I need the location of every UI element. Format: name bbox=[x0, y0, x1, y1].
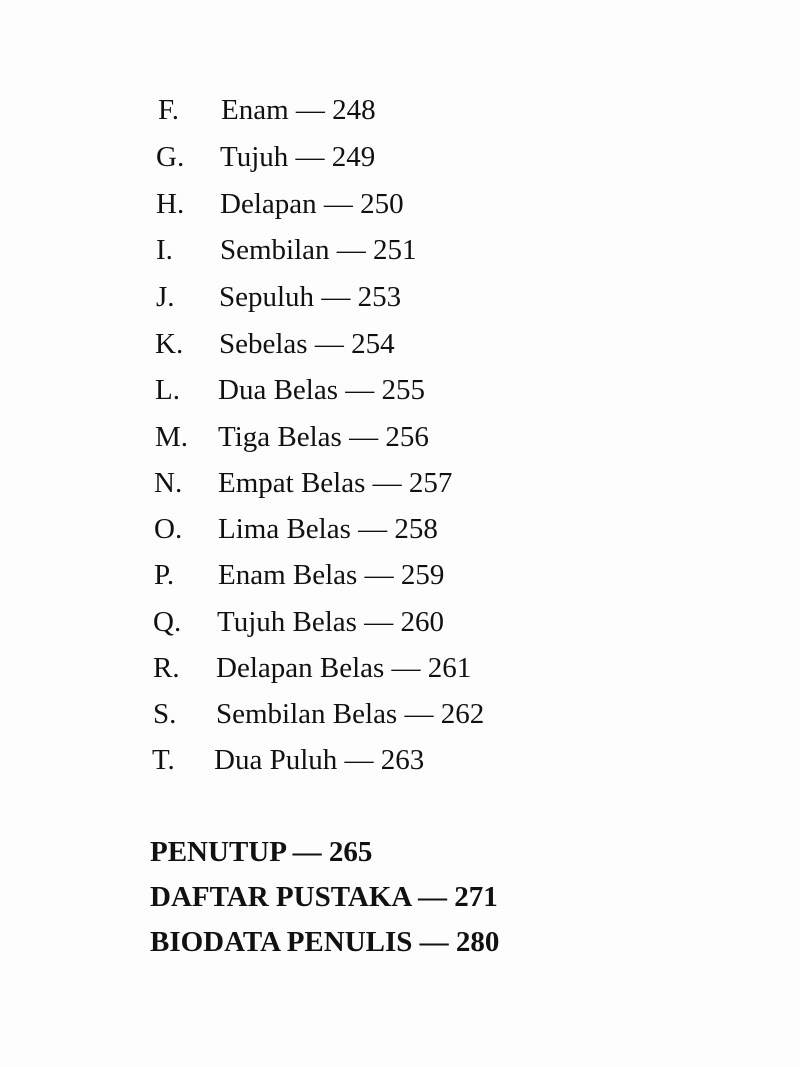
toc-entry-k bbox=[155, 326, 475, 362]
toc-entry-text bbox=[220, 232, 417, 268]
toc-entry-text bbox=[216, 696, 484, 732]
toc-entry-text bbox=[218, 419, 429, 455]
toc-separator: — bbox=[357, 559, 401, 591]
back-matter-title: BIODATA PENULIS bbox=[150, 926, 413, 958]
toc-entry-letter: N. bbox=[154, 467, 183, 499]
toc-separator: — bbox=[350, 513, 395, 545]
toc-page-number: 254 bbox=[351, 328, 395, 360]
toc-separator: — bbox=[365, 467, 409, 499]
toc-entry-letter: R. bbox=[153, 652, 180, 684]
toc-entry-q bbox=[153, 604, 493, 640]
toc-entry-letter: K. bbox=[155, 328, 184, 360]
toc-page-number: 280 bbox=[455, 926, 500, 958]
toc-entry-title: Tiga Belas bbox=[218, 421, 342, 453]
toc-entry-title: Dua Belas bbox=[218, 374, 338, 406]
toc-entry-title: Enam Belas bbox=[218, 559, 358, 591]
toc-entry-title: Sembilan bbox=[220, 234, 330, 266]
toc-entry-t bbox=[152, 742, 492, 778]
toc-entry-letter: G. bbox=[156, 141, 185, 173]
toc-entry-text bbox=[217, 604, 444, 640]
toc-entry-title: Tujuh Belas bbox=[217, 606, 357, 638]
toc-entry-o bbox=[154, 511, 494, 547]
toc-separator: — bbox=[314, 281, 358, 313]
toc-entry-letter: S. bbox=[153, 698, 177, 730]
toc-entry-letter: T. bbox=[152, 744, 175, 776]
toc-entry-title: Empat Belas bbox=[218, 467, 366, 499]
toc-entry-title: Sebelas bbox=[219, 328, 308, 360]
toc-separator: — bbox=[338, 374, 382, 406]
toc-entry-title: Tujuh bbox=[220, 141, 289, 173]
toc-entry-p bbox=[154, 557, 494, 593]
toc-entry-letter: Q. bbox=[153, 606, 182, 638]
toc-separator: — bbox=[410, 881, 455, 913]
toc-entry-l bbox=[155, 372, 495, 408]
toc-entry-h bbox=[156, 186, 476, 222]
toc-page-number: 265 bbox=[328, 836, 373, 868]
toc-page-number: 259 bbox=[400, 559, 445, 591]
toc-entry-j bbox=[156, 279, 476, 315]
toc-entry-title: Delapan Belas bbox=[216, 652, 385, 684]
toc-page-number: 262 bbox=[440, 698, 485, 730]
toc-page-number: 253 bbox=[357, 281, 402, 313]
toc-entry-title: Sembilan Belas bbox=[216, 698, 398, 730]
toc-entry-g bbox=[156, 139, 456, 175]
back-matter-title: DAFTAR PUSTAKA bbox=[150, 881, 411, 913]
toc-entry-letter: F. bbox=[158, 94, 180, 126]
toc-entry-text bbox=[221, 92, 376, 128]
toc-page-number: 257 bbox=[408, 467, 453, 499]
toc-separator: — bbox=[307, 328, 352, 360]
toc-page-number: 261 bbox=[427, 652, 472, 684]
toc-entry-title: Delapan bbox=[220, 188, 317, 220]
toc-page-number: 250 bbox=[360, 188, 404, 220]
toc-entry-text bbox=[219, 279, 401, 315]
toc-entry-n bbox=[154, 465, 514, 501]
toc-entry-text bbox=[218, 557, 444, 593]
toc-entry-letter: I. bbox=[156, 234, 173, 266]
toc-page-number: 263 bbox=[380, 744, 425, 776]
back-matter-daftar-pustaka bbox=[150, 879, 498, 915]
toc-separator: — bbox=[288, 94, 333, 126]
toc-entry-s bbox=[153, 696, 533, 732]
toc-separator: — bbox=[285, 836, 329, 868]
toc-page-number: 249 bbox=[331, 141, 376, 173]
toc-entry-text bbox=[220, 186, 404, 222]
toc-entry-text bbox=[218, 465, 452, 501]
toc-entry-letter: M. bbox=[155, 421, 189, 453]
back-matter-title: PENUTUP bbox=[150, 836, 286, 868]
toc-separator: — bbox=[329, 234, 374, 266]
toc-entry-letter: O. bbox=[154, 513, 183, 545]
toc-entry-text bbox=[218, 511, 438, 547]
toc-entry-text bbox=[219, 326, 395, 362]
toc-entry-text bbox=[214, 742, 424, 778]
toc-separator: — bbox=[356, 606, 401, 638]
back-matter-biodata-penulis bbox=[150, 924, 499, 960]
toc-page-number: 248 bbox=[332, 94, 376, 126]
toc-separator: — bbox=[397, 698, 441, 730]
toc-entry-text bbox=[220, 139, 375, 175]
toc-entry-m bbox=[155, 419, 495, 455]
toc-entry-letter: J. bbox=[156, 281, 175, 313]
toc-entry-title: Lima Belas bbox=[218, 513, 351, 545]
toc-entry-title: Sepuluh bbox=[219, 281, 315, 313]
toc-separator: — bbox=[316, 188, 361, 220]
toc-entry-title: Enam bbox=[221, 94, 289, 126]
toc-page-number: 258 bbox=[394, 513, 438, 545]
toc-page-number: 271 bbox=[454, 881, 498, 913]
toc-entry-letter: P. bbox=[154, 559, 175, 591]
toc-entry-text bbox=[216, 650, 471, 686]
toc-separator: — bbox=[412, 926, 456, 958]
back-matter-penutup bbox=[150, 834, 372, 870]
toc-page-number: 251 bbox=[373, 234, 417, 266]
toc-separator: — bbox=[337, 744, 381, 776]
toc-entry-i bbox=[156, 232, 496, 268]
toc-page-number: 256 bbox=[385, 421, 429, 453]
toc-entry-r bbox=[153, 650, 513, 686]
toc-entry-f bbox=[158, 92, 458, 128]
toc-entry-letter: H. bbox=[156, 188, 185, 220]
toc-page-number: 255 bbox=[381, 374, 425, 406]
toc-separator: — bbox=[384, 652, 428, 684]
toc-entry-title: Dua Puluh bbox=[214, 744, 338, 776]
toc-separator: — bbox=[341, 421, 386, 453]
toc-separator: — bbox=[288, 141, 332, 173]
toc-entry-letter: L. bbox=[155, 374, 180, 406]
toc-page-number: 260 bbox=[400, 606, 444, 638]
toc-entry-text bbox=[218, 372, 425, 408]
